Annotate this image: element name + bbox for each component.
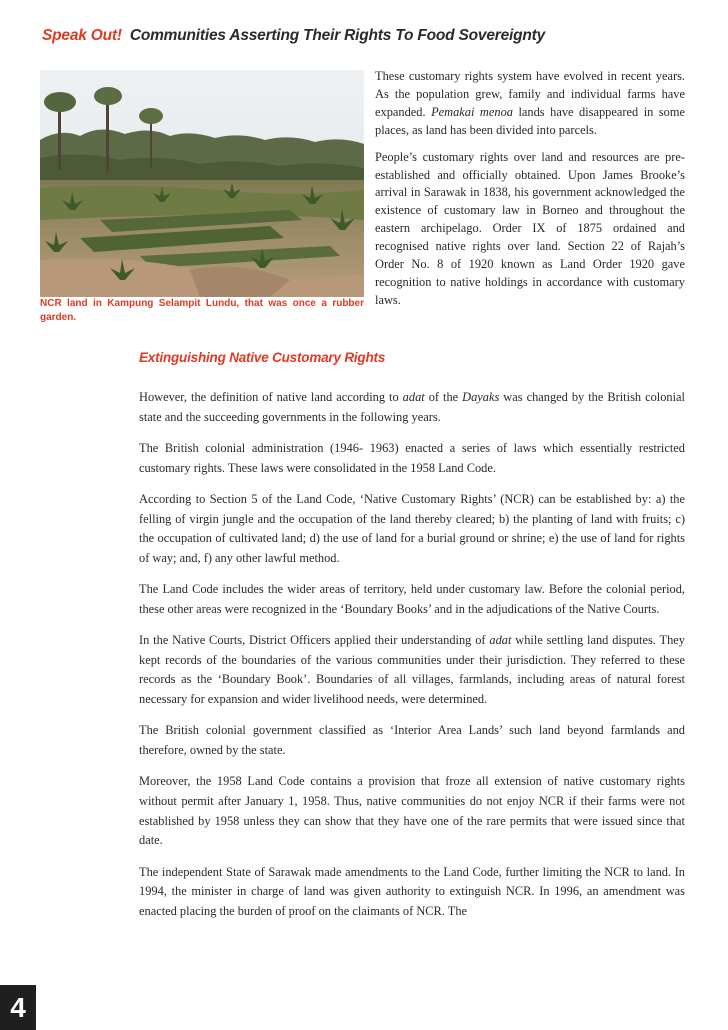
photo-caption: NCR land in Kampung Selampit Lundu, that was once a rubber garden.	[40, 298, 364, 323]
main-body	[139, 388, 685, 933]
page-number: 4	[0, 985, 36, 1030]
paragraph-4: The Land Code includes the wider areas of territory, held under customary law. Before the colonial period, these other areas were recognized in the ‘Boundary Books’ and in the adjudications of the Native Courts.	[139, 582, 685, 616]
right-paragraph-2: People’s customary rights over land and resources are pre-established and officially obtained. Upon James Brooke’s arrival in Sarawak in 1838, his government acknowledged the existence of customary law in Borneo and throughout the eastern archipelago. Order IX of 1875 ordained and recognised native rights over land. Section 22 of Rajah’s Order No. 8 of 1920 known as Land Order 1920 gave recognition to native holdings in accordance with customary laws.	[375, 149, 685, 307]
paragraph-6: The British colonial government classified as ‘Interior Area Lands’ such land beyond farmlands and therefore, owned by the state.	[139, 723, 685, 758]
paragraph-2: The British colonial administration (1946- 1963) enacted a series of laws which essentially restricted customary rights. These laws were consolidated in the 1958 Land Code.	[139, 440, 685, 475]
series-title: Speak Out!	[42, 27, 122, 44]
right-column	[375, 68, 685, 319]
landscape-photo	[40, 70, 364, 297]
running-header	[42, 27, 702, 51]
section-heading: Extinguishing Native Customary Rights	[139, 350, 386, 365]
publication-title: Communities Asserting Their Rights To Food Sovereignty	[129, 27, 546, 44]
paragraph-3: According to Section 5 of the Land Code, ‘Native Customary Rights’ (NCR) can be established by: a) the felling of virgin jungle and the occupation of the land thereby cleared; b) the planting of land with fruits; c) the occupation of cultivated land; d) the use of land for a burial ground or shrine; e) the use of land for rights of way; and, f) any other lawful method.	[139, 491, 685, 565]
paragraph-5: In the Native Courts, District Officers applied their understanding of adat while settling land disputes. They kept records of the boundaries of the various communities under their jurisdiction. They referred to these records as the ‘Boundary Book’. Boundaries of all villages, farmlands, including areas of natural forest necessary for expansion and wider livelihood needs, were determined.	[139, 633, 685, 707]
paragraph-1: However, the definition of native land according to adat of the Dayaks was changed by the British colonial state and the succeeding governments in the following years.	[139, 390, 685, 424]
paragraph-8: The independent State of Sarawak made amendments to the Land Code, further limiting the NCR to land. In 1994, the minister in charge of land was given authority to extinguish NCR. In 1996, an amendment was enacted placing the burden of proof on the claimants of NCR. The	[139, 864, 685, 918]
paragraph-7: Moreover, the 1958 Land Code contains a provision that froze all extension of native customary rights without permit after January 1, 1958. Thus, native communities do not enjoy NCR if their farms were not established by 1958 unless they can show that they have one of the rare permits that were issued since that date.	[139, 774, 685, 848]
right-paragraph-1: These customary rights system have evolved in recent years. As the population grew, family and individual farms have expanded. Pemakai menoa lands have disappeared in some places, as land has been divided into parcels.	[375, 69, 685, 137]
